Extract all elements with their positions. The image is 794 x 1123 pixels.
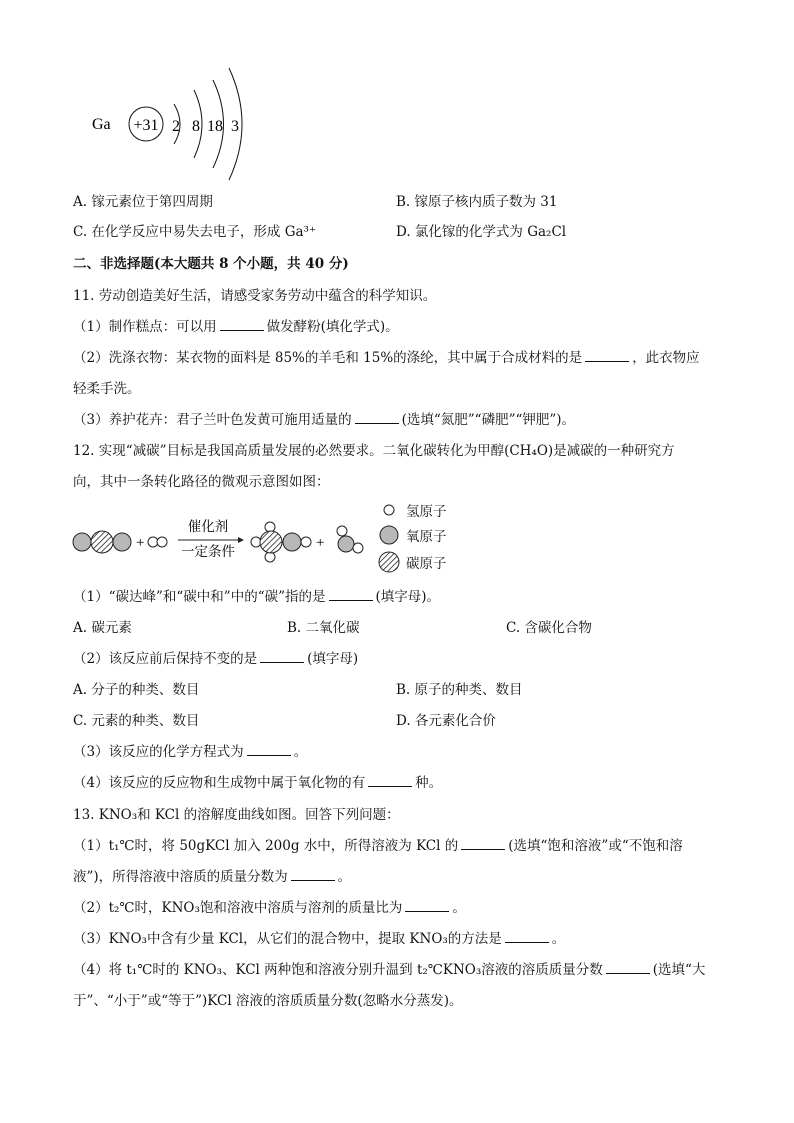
- carbon-atom: [91, 531, 113, 553]
- water-molecule: [337, 526, 363, 553]
- q11-part2-text: （2）洗涤衣物：某衣物的面料是 85%的羊毛和 15%的涤纶，其中属于合成材料的是: [73, 350, 583, 366]
- q11-part1-text-tail: 做发酵粉(填化学式)。: [266, 319, 399, 335]
- legend-hydrogen-label: 氢原子: [406, 504, 447, 520]
- q10-option-d: D. 氯化镓的化学式为 Ga₂Cl: [396, 224, 567, 240]
- plus-sign: +: [316, 535, 325, 551]
- hydrogen-atom: [157, 537, 167, 547]
- q12-part1: [73, 587, 440, 607]
- q13-part2: [73, 898, 466, 918]
- q11-part2: [73, 348, 700, 368]
- q13-stem: 13. KNO₃和 KCl 的溶解度曲线如图。回答下列问题：: [73, 807, 400, 823]
- legend-oxygen-symbol: [380, 526, 398, 544]
- shell-electrons-2: 8: [192, 118, 200, 135]
- q12-part2: [73, 649, 358, 669]
- q12-part1-text-tail: (填字母)。: [375, 589, 441, 605]
- q12-part4-text: （4）该反应的反应物和生成物中属于氧化物的有: [73, 775, 366, 791]
- condition-label: 一定条件: [181, 544, 235, 560]
- q12-part2-option-a: A. 分子的种类、数目: [73, 682, 200, 698]
- q12-part4-text-tail: 种。: [415, 775, 443, 791]
- q12-stem-line2: 向，其中一条转化路径的微观示意图如图：: [73, 474, 330, 490]
- carbon-atom: [260, 531, 282, 553]
- answer-blank[interactable]: [606, 961, 650, 974]
- oxygen-atom: [283, 533, 301, 551]
- hydrogen-atom: [337, 526, 347, 536]
- q12-part3-text: （3）该反应的化学方程式为: [73, 744, 244, 760]
- gallium-atom-structure-diagram: [88, 66, 258, 184]
- nucleus-charge: +31: [133, 117, 159, 134]
- section-title: 二、非选择题(本大题共 8 个小题，共 40 分): [73, 256, 349, 272]
- q13-part1-continued: [73, 867, 351, 887]
- q12-part2-option-b: B. 原子的种类、数目: [396, 682, 523, 698]
- legend-hydrogen-symbol: [384, 505, 394, 515]
- plus-sign: +: [136, 535, 145, 551]
- q13-part2-text-tail: 。: [452, 900, 466, 916]
- hydrogen-molecule: [148, 537, 167, 547]
- answer-blank[interactable]: [368, 774, 412, 787]
- q13-part3-text: （3）KNO₃中含有少量 KCl，从它们的混合物中，提取 KNO₃的方法是: [73, 931, 502, 947]
- element-symbol: Ga: [92, 116, 111, 133]
- q11-part1-text: （1）制作糕点：可以用: [73, 319, 217, 335]
- hydrogen-atom: [265, 552, 275, 562]
- q12-part2-option-d: D. 各元素化合价: [396, 713, 496, 729]
- q13-part1: [73, 836, 683, 856]
- q12-part2-text-tail: (填字母): [307, 651, 359, 667]
- q12-part1-option-b: B. 二氧化碳: [287, 620, 360, 636]
- answer-blank[interactable]: [355, 411, 399, 424]
- hydrogen-atom: [301, 537, 311, 547]
- hydrogen-atom: [265, 522, 275, 532]
- carbon-dioxide-molecule: [73, 531, 131, 553]
- answer-blank[interactable]: [291, 868, 335, 881]
- q10-option-b: B. 镓原子核内质子数为 31: [396, 194, 558, 210]
- q12-part4: [73, 773, 442, 793]
- answer-blank[interactable]: [461, 837, 505, 850]
- q11-part2-continued: 轻柔手洗。: [73, 381, 141, 397]
- q12-part3: [73, 742, 307, 762]
- q13-part4-text: （4）将 t₁℃时的 KNO₃、KCl 两种饱和溶液分别升温到 t₂℃KNO₃溶液的溶质质量分数: [73, 962, 603, 978]
- q12-part3-text-tail: 。: [293, 744, 308, 760]
- q13-part1-text-cont: 液”)，所得溶液中溶质的质量分数为: [73, 869, 288, 885]
- q13-part1-text: （1）t₁℃时，将 50gKCl 加入 200g 水中，所得溶液为 KCl 的: [73, 838, 459, 854]
- q13-part4: [73, 960, 705, 980]
- answer-blank[interactable]: [247, 743, 291, 756]
- q12-part2-option-c: C. 元素的种类、数目: [73, 713, 200, 729]
- q13-part4-continued: 于”、“小于”或“等于”)KCl 溶液的溶质质量分数(忽略水分蒸发)。: [73, 993, 463, 1009]
- shell-electrons-3: 18: [207, 118, 223, 135]
- q11-part3: [73, 410, 575, 430]
- q10-option-c: C. 在化学反应中易失去电子，形成 Ga³⁺: [73, 224, 317, 240]
- q13-part1-text-end: 。: [337, 869, 352, 885]
- q13-part2-text: （2）t₂℃时，KNO₃饱和溶液中溶质与溶剂的质量比为: [73, 900, 403, 916]
- answer-blank[interactable]: [260, 650, 304, 663]
- oxygen-atom: [338, 536, 354, 552]
- q11-part2-text-tail: ，此衣物应: [632, 350, 700, 366]
- oxygen-atom: [113, 533, 131, 551]
- q10-option-a: A. 镓元素位于第四周期: [73, 194, 213, 210]
- arrow-head: [238, 537, 244, 543]
- q11-part3-text-tail: (选填“氮肥”“磷肥”“钾肥”)。: [401, 412, 576, 428]
- q12-part1-text: （1）“碳达峰”和“碳中和”中的“碳”指的是: [73, 589, 326, 605]
- shell-electrons-4: 3: [231, 118, 239, 135]
- shell-electrons-1: 2: [172, 118, 180, 135]
- answer-blank[interactable]: [585, 349, 629, 362]
- methanol-molecule: [251, 522, 311, 562]
- catalyst-label: 催化剂: [187, 519, 229, 535]
- legend-carbon-label: 碳原子: [406, 556, 447, 572]
- q11-part1: [73, 317, 399, 337]
- answer-blank[interactable]: [405, 899, 449, 912]
- hydrogen-atom: [353, 543, 363, 553]
- q13-part1-text-tail: (选填“饱和溶液”或“不饱和溶: [508, 838, 683, 854]
- answer-blank[interactable]: [329, 588, 373, 601]
- legend-carbon-symbol: [379, 552, 399, 572]
- answer-blank[interactable]: [505, 930, 549, 943]
- q13-part3: [73, 929, 565, 949]
- q12-part2-text: （2）该反应前后保持不变的是: [73, 651, 258, 667]
- q11-part3-text: （3）养护花卉：君子兰叶色发黄可施用适量的: [73, 412, 352, 428]
- legend-oxygen-label: 氧原子: [406, 529, 447, 545]
- q12-part1-option-c: C. 含碳化合物: [506, 620, 592, 636]
- oxygen-atom: [73, 533, 91, 551]
- q12-part1-option-a: A. 碳元素: [73, 620, 132, 636]
- answer-blank[interactable]: [220, 318, 264, 331]
- q12-stem-line1: 12. 实现“减碳”目标是我国高质量发展的必然要求。二氧化碳转化为甲醇(CH₄O)是减碳的一种研究方: [73, 443, 675, 459]
- q13-part4-text-tail: (选填“大: [652, 962, 706, 978]
- q13-part3-text-tail: 。: [551, 931, 566, 947]
- q11-stem: 11. 劳动创造美好生活，请感受家务劳动中蕴含的科学知识。: [73, 288, 437, 304]
